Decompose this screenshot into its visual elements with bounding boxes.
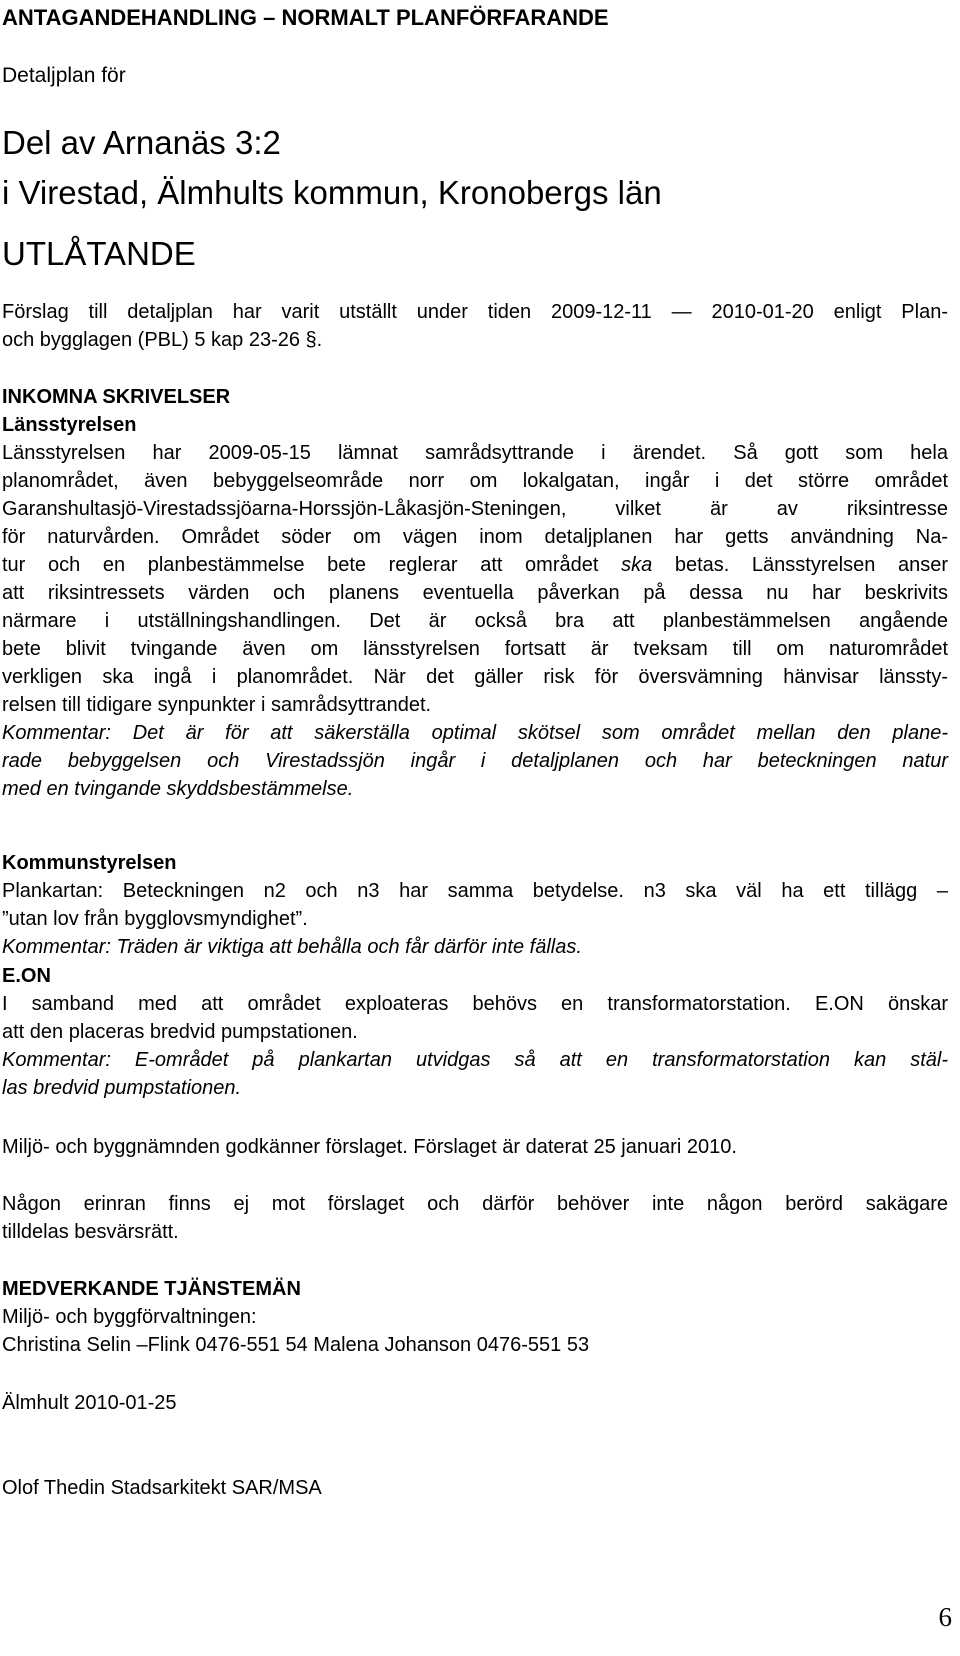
text-line: Förslag till detaljplan har varit utställt under tiden 2009-12-11 — 2010-01-20 enligt Plan- (2, 301, 948, 323)
text-line: Plankartan: Beteckningen n2 och n3 har samma betydelse. n3 ska väl ha ett tillägg – (2, 880, 948, 902)
comment-line: Kommentar: Träden är viktiga att behålla och får därför inte fällas. (2, 936, 582, 958)
utlatande-heading: UTLÅTANDE (2, 235, 196, 272)
text-line: verkligen ska ingå i planområdet. När det gäller risk för översvämning hänvisar länssty- (2, 666, 948, 688)
medverkande-heading: MEDVERKANDE TJÄNSTEMÄN (2, 1278, 301, 1300)
lansstyrelsen-paragraph (2, 439, 948, 803)
text-line: planområdet, även bebyggelseområde norr om lokalgatan, ingår i det större området (2, 470, 948, 492)
text-line: närmare i utställningshandlingen. Det är också bra att planbestämmelsen angående (2, 610, 948, 632)
text-line: Christina Selin –Flink 0476-551 54 Malena Johanson 0476-551 53 (2, 1334, 590, 1356)
plan-subheading: Detaljplan för (2, 64, 126, 87)
emphasis-ska: ska (621, 554, 653, 576)
text-line: för naturvården. Området söder om vägen inom detaljplanen har getts användning Na- (2, 526, 948, 548)
text-line: ”utan lov från bygglovsmyndighet”. (2, 908, 308, 930)
inkomna-skrivelser-heading: INKOMNA SKRIVELSER (2, 386, 231, 408)
erinran-paragraph (2, 1190, 948, 1246)
text-line: I samband med att området exploateras behövs en transformatorstation. E.ON önskar (2, 993, 948, 1015)
text-line: Miljö- och byggförvaltningen: (2, 1306, 257, 1328)
comment-line: med en tvingande skyddsbestämmelse. (2, 778, 354, 800)
text-segment: tur och en planbestämmelse bete reglerar att området (2, 554, 622, 576)
approval-paragraph: Miljö- och byggnämnden godkänner förslaget. Förslaget är daterat 25 januari 2010. (2, 1136, 737, 1158)
text-line: tilldelas besvärsrätt. (2, 1221, 179, 1243)
text-line: att den placeras bredvid pumpstationen. (2, 1021, 358, 1043)
text-line: bete blivit tvingande även om länsstyrelsen fortsatt är tveksam till om naturområdet (2, 638, 948, 660)
lansstyrelsen-heading: Länsstyrelsen (2, 414, 137, 436)
text-line: Garanshultasjö-Virestadssjöarna-Horssjön-Låkasjön-Steningen, vilket är av riksintresse (2, 498, 948, 520)
comment-line: Kommentar: Det är för att säkerställa optimal skötsel som området mellan den plane- (2, 722, 948, 744)
plan-title (2, 118, 948, 218)
eon-paragraph (2, 990, 948, 1102)
page-number: 6 (938, 1602, 952, 1632)
text-line: relsen till tidigare synpunkter i samrådsyttrandet. (2, 694, 432, 716)
place-date: Älmhult 2010-01-25 (2, 1392, 177, 1414)
text-line (2, 551, 948, 579)
title-line: i Virestad, Älmhults kommun, Kronobergs län (2, 174, 662, 211)
comment-line: rade bebyggelsen och Virestadssjön ingår i detaljplanen och har beteckningen natur (2, 750, 948, 772)
comment-line: las bredvid pumpstationen. (2, 1077, 242, 1099)
title-line: Del av Arnanäs 3:2 (2, 124, 281, 161)
text-line: och bygglagen (PBL) 5 kap 23-26 §. (2, 329, 323, 351)
medverkande-list (2, 1303, 948, 1359)
kommunstyrelsen-heading: Kommunstyrelsen (2, 852, 177, 874)
signature-line: Olof Thedin Stadsarkitekt SAR/MSA (2, 1477, 322, 1499)
text-line: att riksintressets värden och planens eventuella påverkan på dessa nu har beskrivits (2, 582, 948, 604)
document-status-heading: ANTAGANDEHANDLING – NORMALT PLANFÖRFARANDE (2, 5, 609, 30)
text-segment: betas. Länsstyrelsen anser (652, 554, 948, 576)
text-line: Länsstyrelsen har 2009-05-15 lämnat samrådsyttrande i ärendet. Så gott som hela (2, 442, 948, 464)
intro-paragraph (2, 298, 948, 354)
comment-line: Kommentar: E-området på plankartan utvidgas så att en transformatorstation kan stäl- (2, 1049, 948, 1071)
kommunstyrelsen-paragraph (2, 877, 948, 961)
text-line: Någon erinran finns ej mot förslaget och därför behöver inte någon berörd sakägare (2, 1193, 948, 1215)
eon-heading: E.ON (2, 965, 51, 987)
